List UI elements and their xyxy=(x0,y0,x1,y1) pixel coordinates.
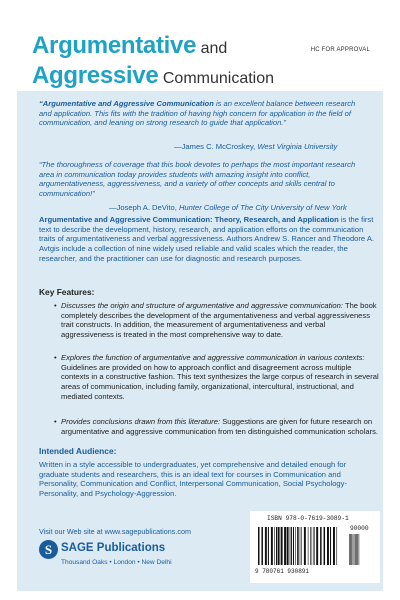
feature-2-lead: Explores the function of argumentative and aggressive communication in various contexts: xyxy=(61,353,365,362)
intended-audience-heading: Intended Audience: xyxy=(39,446,117,456)
quote-2-affiliation: Hunter College of The City University of New York xyxy=(178,203,347,212)
bullet-3: • xyxy=(54,417,57,426)
barcode-image xyxy=(258,527,346,565)
publisher-places: Thousand Oaks • London • New Delhi xyxy=(61,559,172,566)
description-body: is the first text to describe the development, history, research, and application efforts on the communication traits of argumentativeness and verbal aggressiveness. Authors Andrew S. Rancer and Theodore A. Avtgis include a collection of nine widely used reliable and valid scales which the reader, the researcher, and the practitioner can use for diagnostic and research purposes. xyxy=(39,215,375,263)
feature-2-body: Guidelines are provided on how to approach conflict and disagreement across multiple contexts in a constructive fashion. This text synthesizes the large corpus of research in several areas of communication, including family, organizational, intercultural, instructional, and mediated contexts. xyxy=(61,362,379,401)
feature-item-1 xyxy=(61,301,379,340)
sage-logo-mark: S xyxy=(39,540,58,559)
title-word-communication: Communication xyxy=(162,70,275,87)
website-line[interactable]: Visit our Web site at www.sagepublications.com xyxy=(39,527,191,536)
publisher-name: SAGE Publications xyxy=(61,542,166,554)
feature-1-lead: Discusses the origin and structure of argumentative and aggressive communication: xyxy=(61,301,343,310)
description-lead: Argumentative and Aggressive Communication: Theory, Research, and Application xyxy=(39,215,339,224)
title-line-2 xyxy=(32,64,332,88)
feature-3-body: Suggestions are given for future research on argumentative and aggressive communication from ten distinguished communication scholars. xyxy=(61,417,378,436)
title-line-1 xyxy=(32,34,332,58)
intended-audience-text: Written in a style accessible to undergraduates, yet comprehensive and detailed enough for graduate students and researchers, this is an ideal text for courses in Communication and Personality, Communication and Conflict, Interpersonal Communication, Social Psychology-Personality, and Psychology-Aggression. xyxy=(39,460,347,499)
feature-item-3 xyxy=(61,417,379,436)
title-word-and: and xyxy=(200,40,228,57)
title-word-aggressive: Aggressive xyxy=(32,62,159,89)
feature-item-2 xyxy=(61,353,379,402)
quote-1-lead: “Argumentative and Aggressive Communication xyxy=(39,99,214,108)
quote-2-body: “The thoroughness of coverage that this book devotes to perhaps the most important research area in communication today provides students with amazing insight into conflict, argumentativeness, aggressiveness, and a variety of other concepts and skills central to communication!” xyxy=(39,160,356,199)
title-block xyxy=(32,34,332,88)
back-cover-panel xyxy=(17,91,383,591)
feature-1-body: The book completely describes the development of the argumentativeness and verbal aggressiveness trait constructs. In addition, the measurement of argumentativeness and verbal aggressiveness is treated in the most comprehensive way to date. xyxy=(61,301,377,340)
quote-1-author: —James C. McCroskey, xyxy=(174,142,258,151)
title-word-argumentative: Argumentative xyxy=(32,32,197,59)
price-barcode-image xyxy=(349,534,377,565)
barcode-digits: 9 780761 930891 xyxy=(255,568,310,575)
quote-1-attribution xyxy=(174,142,337,151)
bullet-1: • xyxy=(54,301,57,310)
quote-2-author: —Joseph A. DeVito, xyxy=(109,203,179,212)
quote-mccroskey xyxy=(39,99,369,128)
quote-1-affiliation: West Virginia University xyxy=(257,142,338,151)
price-code: 90000 xyxy=(350,525,369,532)
bullet-2: • xyxy=(54,353,57,362)
key-features-heading: Key Features: xyxy=(39,287,95,297)
isbn-text: ISBN 978-0-7619-3089-1 xyxy=(267,515,349,522)
book-description xyxy=(39,215,377,264)
quote-devito xyxy=(39,160,369,199)
quote-2-attribution xyxy=(109,203,347,212)
hc-approval-label: HC FOR APPROVAL xyxy=(310,47,370,53)
feature-3-lead: Provides conclusions drawn from this literature: xyxy=(61,417,221,426)
quote-1-body: is an excellent balance between research and application. This fits with the tradition of having high concern for application in the field of communication, and leaning on strong research to guide that application.” xyxy=(39,99,356,128)
sage-logo xyxy=(39,540,179,560)
